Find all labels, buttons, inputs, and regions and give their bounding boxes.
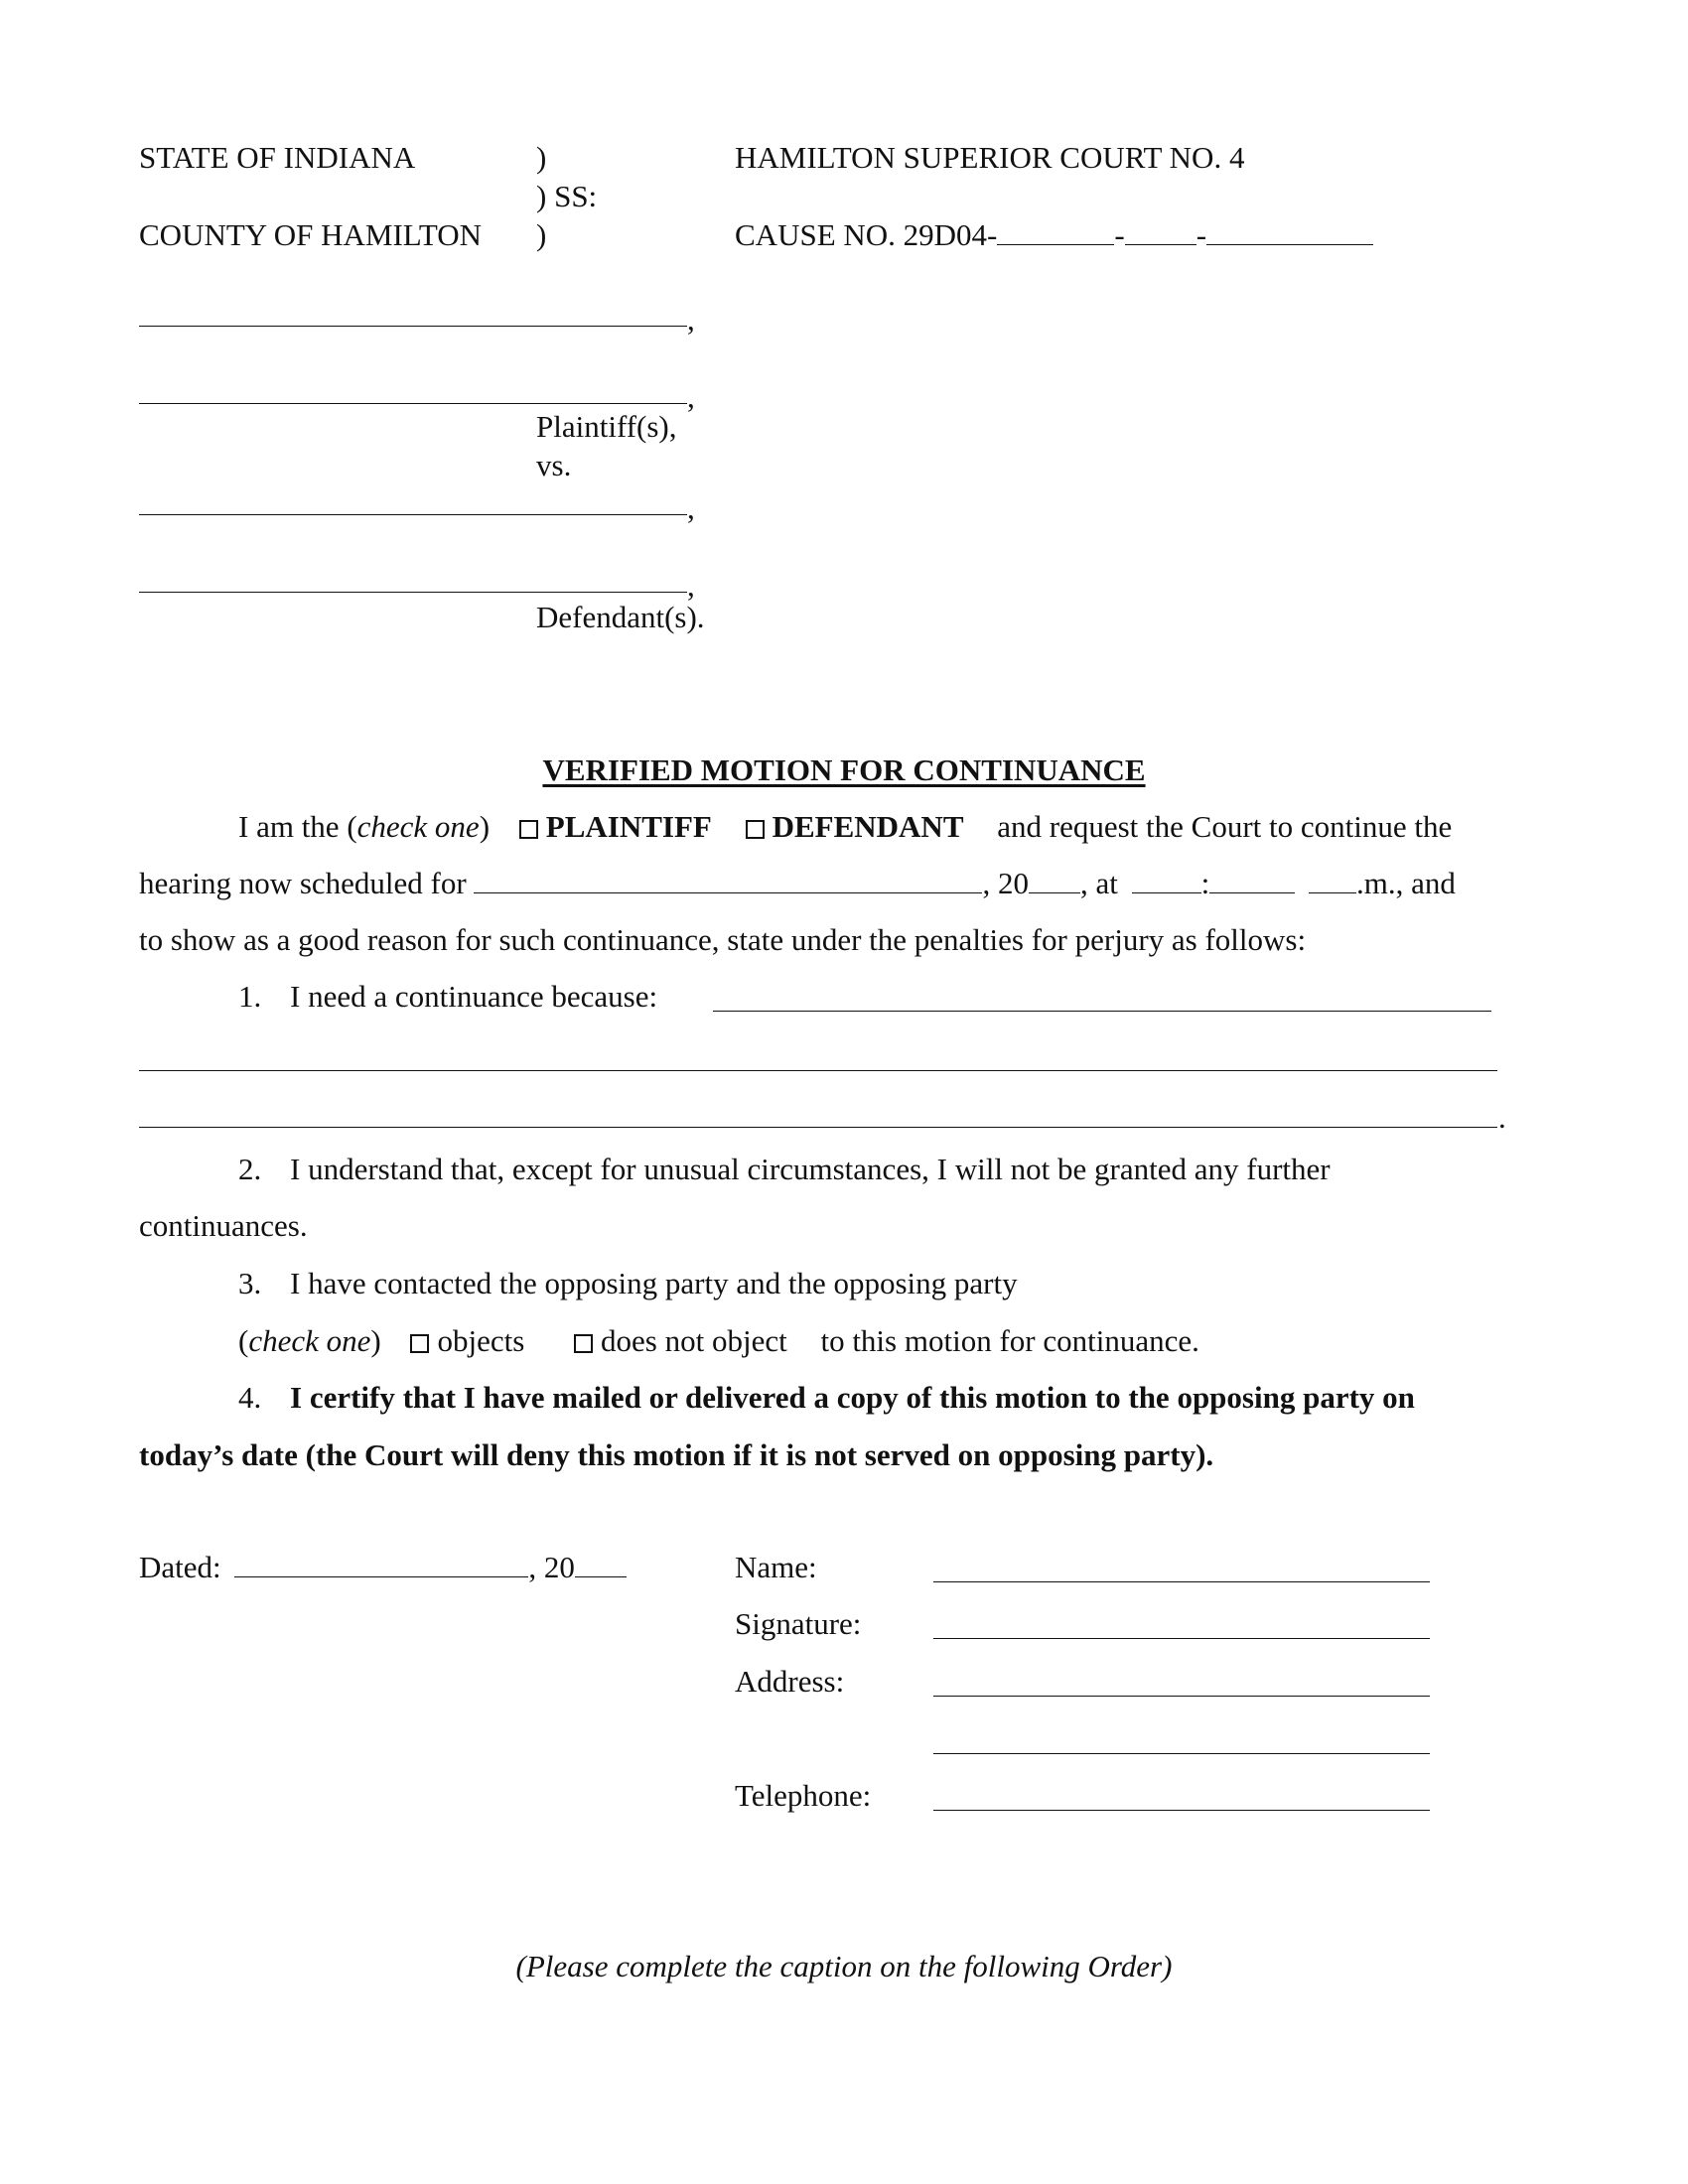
address-field-2[interactable] (933, 1753, 1430, 1754)
intro-check-one: check one (356, 809, 480, 844)
reason-line-3[interactable] (139, 1127, 1497, 1128)
intro-i-am-the: I am the ( (238, 809, 357, 844)
item-2-text: I understand that, except for unusual circumstances, I will not be granted any further (290, 1152, 1331, 1186)
item-4-number: 4. (238, 1380, 262, 1415)
item-3-number: 3. (238, 1266, 262, 1300)
dated-line (139, 1552, 627, 1582)
signature-field[interactable] (933, 1638, 1430, 1639)
item-2-continued: continuances. (139, 1208, 308, 1243)
objects-label: objects (437, 1323, 525, 1358)
hearing-minute-field[interactable] (1209, 871, 1295, 893)
cause-dash-2: - (1196, 217, 1207, 252)
intro-hearing: hearing now scheduled for (139, 866, 467, 900)
telephone-field[interactable] (933, 1810, 1430, 1811)
cause-field-2[interactable] (1125, 222, 1196, 245)
address-field-1[interactable] (933, 1696, 1430, 1697)
ss-label: ) SS: (536, 179, 598, 213)
reason-line-2[interactable] (139, 1070, 1497, 1071)
defendant-option-label: DEFENDANT (772, 809, 964, 844)
name-label: Name: (735, 1550, 817, 1584)
address-label: Address: (735, 1664, 845, 1699)
county-label: COUNTY OF HAMILTON (139, 217, 483, 252)
item-1-text: I need a continuance because: (290, 979, 658, 1014)
objects-checkbox[interactable] (410, 1334, 429, 1353)
intro-request: and request the Court to continue the (997, 809, 1453, 844)
intro-line-3: to show as a good reason for such continuance, state under the penalties for perjury as follows: (139, 922, 1307, 957)
dated-comma-20: , 20 (528, 1550, 575, 1584)
item-3-check-one: check one (248, 1323, 371, 1358)
defendant-comma-1: , (687, 490, 695, 525)
defendant-line-1[interactable] (139, 514, 687, 515)
court-name: HAMILTON SUPERIOR COURT NO. 4 (735, 140, 1245, 175)
intro-colon: : (1200, 866, 1210, 900)
does-not-object-checkbox[interactable] (574, 1334, 593, 1353)
item-4-text: I certify that I have mailed or delivered a copy of this motion to the opposing party on (290, 1380, 1415, 1415)
item-1-number: 1. (238, 979, 262, 1014)
defendant-comma-2: , (687, 568, 695, 603)
item-3-close-paren: ) (370, 1323, 381, 1358)
cause-field-3[interactable] (1206, 222, 1373, 245)
hearing-year-field[interactable] (1029, 871, 1080, 893)
plaintiff-comma-2: , (687, 379, 695, 414)
intro-m-and: .m., and (1355, 866, 1456, 900)
cause-prefix: CAUSE NO. 29D04- (735, 217, 998, 252)
hearing-date-field[interactable] (474, 871, 982, 893)
hearing-hour-field[interactable] (1132, 871, 1201, 893)
name-field[interactable] (933, 1581, 1430, 1582)
defendants-label: Defendant(s). (536, 600, 705, 634)
dated-field[interactable] (234, 1555, 528, 1577)
defendant-checkbox[interactable] (746, 820, 765, 839)
vs-label: vs. (536, 448, 572, 482)
plaintiff-line-2[interactable] (139, 403, 687, 404)
item-2-number: 2. (238, 1152, 262, 1186)
cause-field-1[interactable] (997, 222, 1114, 245)
dated-label: Dated: (139, 1550, 221, 1584)
cause-dash-1: - (1114, 217, 1125, 252)
caption-paren-1: ) (536, 140, 547, 175)
document-title: VERIFIED MOTION FOR CONTINUANCE (542, 752, 1146, 787)
plaintiff-comma-1: , (687, 302, 695, 337)
intro-close-paren: ) (479, 809, 491, 844)
intro-line-2 (139, 868, 1456, 898)
item-3-text: I have contacted the opposing party and the opposing party (290, 1266, 1018, 1300)
item-3-tail: to this motion for continuance. (820, 1323, 1199, 1358)
plaintiff-line-1[interactable] (139, 326, 687, 327)
footer-note: (Please complete the caption on the following Order) (515, 1949, 1173, 1983)
state-label: STATE OF INDIANA (139, 140, 416, 175)
reason-line-1[interactable] (713, 1011, 1491, 1012)
signature-label: Signature: (735, 1606, 862, 1641)
defendant-line-2[interactable] (139, 592, 687, 593)
intro-comma-20: , 20 (982, 866, 1029, 900)
item-4-continued: today’s date (the Court will deny this motion if it is not served on opposing party). (139, 1437, 1214, 1472)
plaintiff-checkbox[interactable] (519, 820, 538, 839)
reason-period: . (1498, 1100, 1506, 1135)
dated-year-field[interactable] (575, 1555, 627, 1577)
intro-line-1 (238, 811, 1452, 842)
caption-paren-3: ) (536, 217, 547, 252)
does-not-object-label: does not object (601, 1323, 787, 1358)
cause-number-line (735, 219, 1373, 250)
intro-comma-at: , at (1079, 866, 1118, 900)
plaintiff-option-label: PLAINTIFF (545, 809, 712, 844)
hearing-ampm-field[interactable] (1309, 871, 1356, 893)
telephone-label: Telephone: (735, 1778, 872, 1813)
plaintiffs-label: Plaintiff(s), (536, 409, 677, 444)
item-3-open-paren: ( (238, 1323, 249, 1358)
item-3-options (238, 1325, 1199, 1356)
